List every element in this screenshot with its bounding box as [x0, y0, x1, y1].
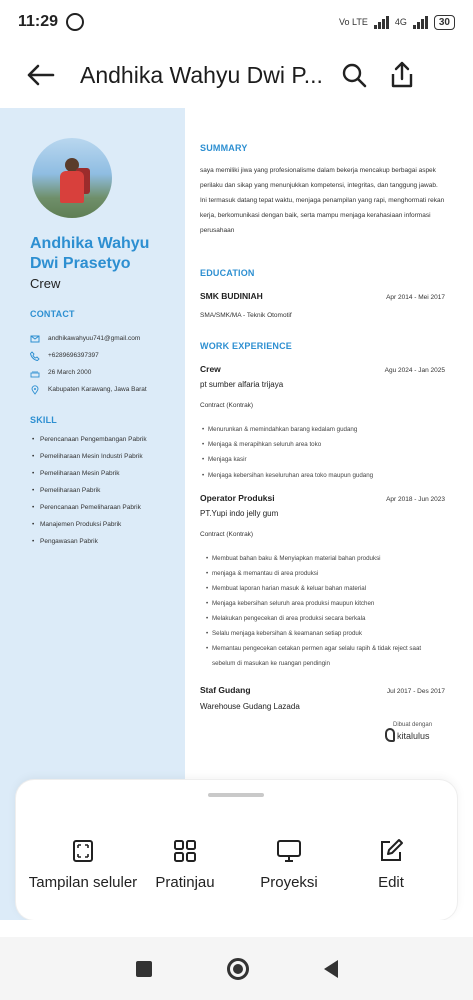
summary-heading: SUMMARY	[200, 143, 248, 153]
list-item: • Menjaga kasir	[202, 452, 445, 467]
phone-icon	[30, 351, 40, 361]
bottom-sheet	[16, 780, 457, 920]
home-button[interactable]	[227, 958, 249, 980]
job-company: PT.Yupi indo jelly gum	[200, 509, 279, 518]
back-button[interactable]	[0, 44, 80, 106]
job-company: pt sumber alfaria trijaya	[200, 380, 284, 389]
list-item: • Menurunkan & memindahkan barang kedalam gudang	[202, 422, 445, 437]
job-1-bullets	[202, 422, 445, 483]
kitalulus-icon	[385, 728, 395, 742]
job-dates: Apr 2018 - Jun 2023	[386, 496, 445, 503]
education-heading: EDUCATION	[200, 268, 255, 278]
list-item: • Perencanaan Pengembangan Pabrik	[32, 435, 180, 444]
contact-email: andhikawahyuu741@gmail.com	[30, 330, 180, 347]
list-item: • Menjaga kebersihan keseluruhan area toko maupun gudang	[202, 468, 445, 483]
share-button[interactable]	[378, 44, 426, 106]
preview-button[interactable]: Pratinjau	[130, 838, 240, 892]
contact-list	[30, 330, 180, 398]
sheet-spacer	[0, 920, 473, 937]
job-entry-3	[200, 685, 445, 695]
contact-location: Kabupaten Karawang, Jawa Barat	[30, 381, 180, 398]
list-item: • Memantau pengecekan cetakan permen agar selalu rapih & tidak reject saat sebelum di masukan ke ruangan pendingin	[206, 641, 445, 671]
education-dates: Apr 2014 - Mei 2017	[386, 294, 445, 301]
job-title: Operator Produksi	[200, 493, 275, 503]
search-button[interactable]	[330, 44, 378, 106]
email-icon	[30, 334, 40, 344]
volte-label: Vo LTE	[339, 17, 368, 27]
job-entry-2	[200, 493, 445, 503]
system-nav-bar	[0, 937, 473, 1000]
job-entry-1	[200, 364, 445, 374]
skill-list	[32, 435, 180, 554]
list-item: • Pemeliharaan Pabrik	[32, 486, 180, 495]
kitalulus-logo: Dibuat dengan kitalulus	[385, 722, 445, 750]
signal-icon	[374, 15, 389, 29]
list-item: • Perencanaan Pemeliharaan Pabrik	[32, 503, 180, 512]
arrow-left-icon	[25, 63, 55, 87]
list-item: • Menjaga & merapihkan seluruh area toko	[202, 437, 445, 452]
job-title: Staf Gudang	[200, 685, 251, 695]
list-item: • Manajemen Produksi Pabrik	[32, 520, 180, 529]
education-major: SMA/SMK/MA - Teknik Otomotif	[200, 312, 292, 319]
skill-heading: SKILL	[30, 415, 57, 425]
back-nav-button[interactable]	[324, 960, 338, 978]
job-type: Contract (Kontrak)	[200, 531, 254, 538]
contact-phone: +6289696397397	[30, 347, 180, 364]
grid-icon	[172, 838, 198, 864]
recents-button[interactable]	[136, 961, 152, 977]
list-item: • Selalu menjaga kebersihan & keamanan setiap produk	[206, 626, 445, 641]
search-icon	[341, 62, 367, 88]
clock: 11:29	[18, 13, 59, 30]
status-icons	[339, 15, 455, 30]
battery-icon: 30	[434, 15, 455, 30]
projection-button[interactable]: Proyeksi	[234, 838, 344, 892]
resume-name: Andhika Wahyu Dwi Prasetyo	[30, 235, 150, 272]
list-item: • Membuat laporan harian masuk & keluar bahan material	[206, 581, 445, 596]
resume-role: Crew	[30, 276, 61, 291]
list-item: • menjaga & memantau di area produksi	[206, 566, 445, 581]
list-item: • Pemeliharaan Mesin Industri Pabrik	[32, 452, 180, 461]
network-type-label: 4G	[394, 17, 407, 27]
avatar	[32, 138, 112, 218]
education-entry	[200, 291, 445, 301]
job-company: Warehouse Gudang Lazada	[200, 702, 300, 711]
edit-button[interactable]: Edit	[336, 838, 446, 892]
job-type: Contract (Kontrak)	[200, 402, 254, 409]
job-title: Crew	[200, 364, 221, 374]
mobile-view-icon	[70, 838, 96, 864]
whatsapp-icon	[66, 13, 84, 31]
signal-icon-2	[413, 15, 428, 29]
list-item: • Melakukan pengecekan di area produksi secara berkala	[206, 611, 445, 626]
monitor-icon	[276, 838, 302, 864]
mobile-view-button[interactable]: Tampilan seluler	[28, 838, 138, 892]
summary-text: saya memiliki jiwa yang profesionalisme dalam bekerja mencakup berbagai aspek perilaku dan sikap yang menunjukkan kompetensi, integritas, dan tanggung jawab. Ini termasuk datang tepat waktu, menjaga penampilan yang rapi, menghormati rekan kerja, berkomunikasi dengan baik, serta mampu menjaga kerahasiaan informasi perusahaan	[200, 167, 445, 234]
list-item: • Pengawasan Pabrik	[32, 537, 180, 546]
list-item: • Membuat bahan baku & Menyiapkan material bahan produksi	[206, 551, 445, 566]
app-bar	[0, 44, 473, 106]
school-name: SMK BUDINIAH	[200, 291, 263, 301]
status-bar	[0, 0, 473, 44]
resume-document[interactable]	[0, 108, 473, 780]
job-dates: Agu 2024 - Jan 2025	[384, 367, 445, 374]
drag-handle[interactable]	[208, 793, 264, 797]
work-heading: WORK EXPERIENCE	[200, 341, 293, 351]
edit-icon	[378, 838, 404, 864]
share-icon	[389, 61, 415, 89]
contact-dob: 26 March 2000	[30, 364, 180, 381]
location-pin-icon	[30, 385, 40, 395]
page-title: Andhika Wahyu Dwi P...	[80, 61, 323, 88]
list-item: • Menjaga kebersihan seluruh area produksi maupun kitchen	[206, 596, 445, 611]
list-item: • Pemeliharaan Mesin Pabrik	[32, 469, 180, 478]
cake-icon	[30, 368, 40, 378]
job-2-bullets	[206, 551, 445, 671]
job-dates: Jul 2017 - Des 2017	[386, 688, 445, 695]
contact-heading: CONTACT	[30, 309, 75, 319]
